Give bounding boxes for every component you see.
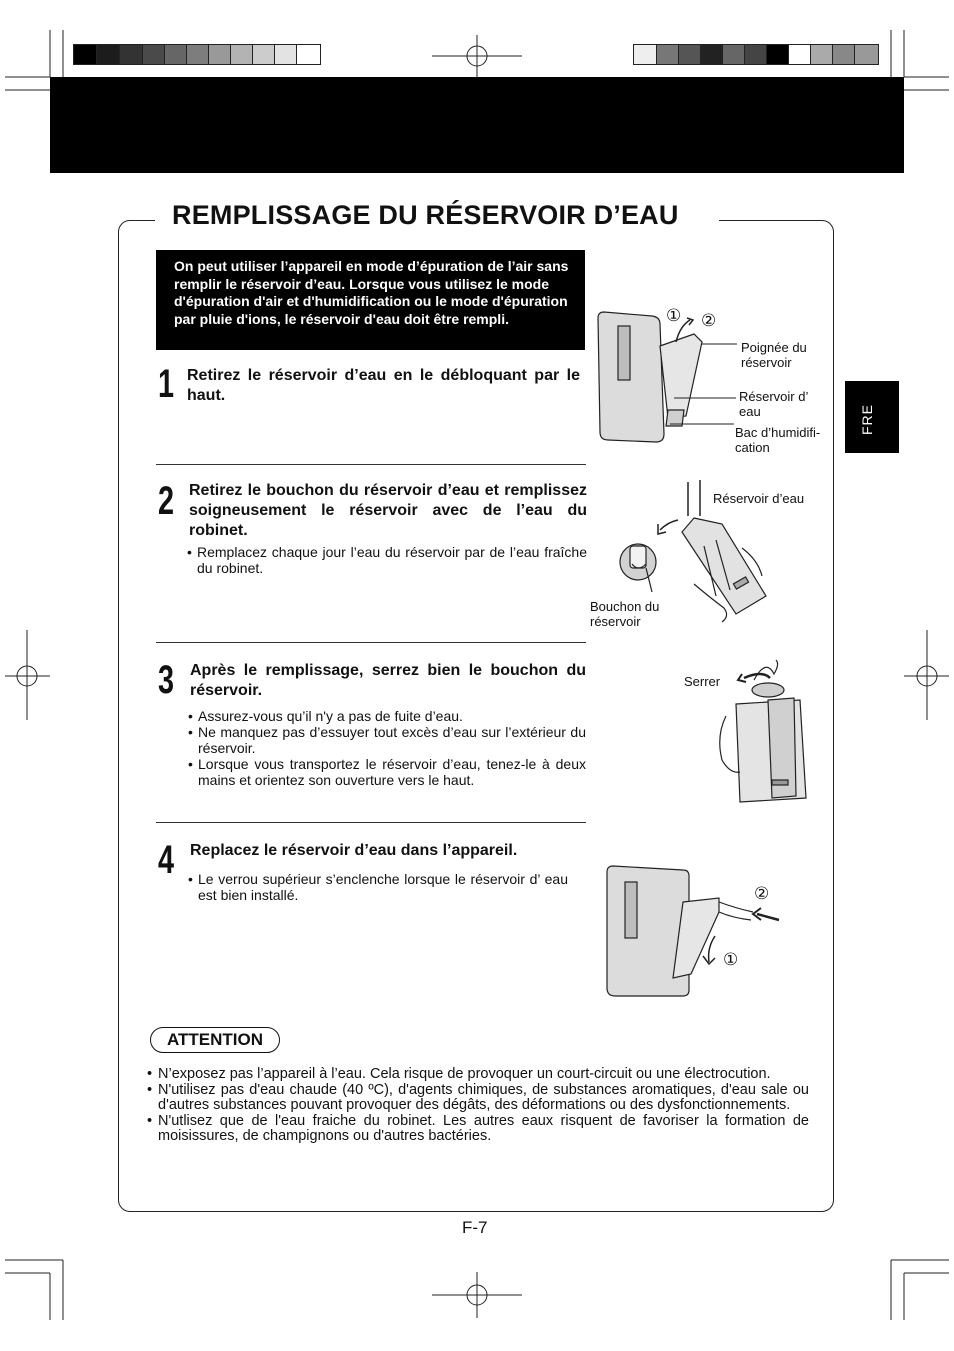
list-item: • Remplacez chaque jour l’eau du réservoir par de l’eau fraîche du robinet. bbox=[187, 544, 587, 576]
list-item: • N’exposez pas l’appareil à l’eau. Cela risque de provoquer un court-circuit ou une électrocution. bbox=[147, 1067, 809, 1083]
step-4-bullets bbox=[188, 871, 568, 903]
label-tank-handle: Poignée du réservoir bbox=[741, 340, 807, 370]
marker-2: ② bbox=[754, 884, 770, 903]
page-title: REMPLISSAGE DU RÉSERVOIR D’EAU bbox=[172, 200, 679, 230]
list-item: • N'utilisez pas d'eau chaude (40 ºC), d'agents chimiques, de substances aromatiques, d'eau sale ou d'autres substances pouvant provoquer des dégâts, des déformations ou des dysfonctionnements. bbox=[147, 1083, 809, 1114]
step-2-bullets bbox=[187, 544, 587, 576]
divider bbox=[156, 464, 586, 465]
step-2-heading: Retirez le bouchon du réservoir d’eau et remplissez soigneusement le réservoir avec de l’eau du robinet. bbox=[189, 482, 587, 539]
figure-tighten-cap bbox=[710, 656, 830, 806]
step-4-heading: Replacez le réservoir d’eau dans l’appareil. bbox=[190, 842, 518, 859]
list-item: • Assurez-vous qu’il n'y a pas de fuite d’eau. bbox=[188, 708, 586, 724]
header-band bbox=[50, 77, 904, 173]
intro-note: On peut utiliser l’appareil en mode d’épuration de l’air sans remplir le réservoir d’eau. Lorsque vous utilisez le mode d'épuration d'air et d'humidification ou le mode d'épuration par pluie d'ions, le réservoir d'eau doit être rempli. bbox=[156, 250, 585, 350]
list-item: • Ne manquez pas d’essuyer tout excès d’eau sur l’extérieur du réservoir. bbox=[188, 724, 586, 756]
step-3-number: 3 bbox=[158, 658, 175, 702]
marker-1: ① bbox=[723, 950, 739, 969]
list-item: • Le verrou supérieur s’enclenche lorsque le réservoir d’ eau est bien installé. bbox=[188, 871, 568, 903]
label-humidifying-tray: Bac d’humidifi-cation bbox=[735, 425, 821, 455]
label-tank-cap: Bouchon du réservoir bbox=[590, 599, 660, 629]
marker-2: ② bbox=[701, 311, 717, 330]
label-water-tank-fill: Réservoir d’eau bbox=[713, 491, 805, 506]
attention-list bbox=[147, 1067, 809, 1145]
figure-replace-tank bbox=[603, 862, 793, 1002]
language-tab bbox=[845, 381, 899, 453]
attention-badge: ATTENTION bbox=[150, 1027, 280, 1053]
divider bbox=[156, 642, 586, 643]
step-1-heading: Retirez le réservoir d’eau en le débloquant par le haut. bbox=[187, 367, 580, 404]
label-water-tank: Réservoir d’ eau bbox=[739, 389, 808, 419]
list-item: • N'utlisez que de l'eau fraiche du robinet. Les autres eaux risquent de favoriser la formation de moisissures, de champignons ou d'autres bactéries. bbox=[147, 1114, 809, 1145]
step-3-heading: Après le remplissage, serrez bien le bouchon du réservoir. bbox=[190, 662, 586, 699]
language-tab-label: FRE bbox=[859, 404, 875, 435]
step-2-number: 2 bbox=[158, 479, 175, 523]
page-number: F-7 bbox=[462, 1218, 488, 1237]
marker-1: ① bbox=[666, 306, 682, 325]
list-item: • Lorsque vous transportez le réservoir d’eau, tenez-le à deux mains et orientez son ouverture vers le haut. bbox=[188, 756, 586, 788]
step-1-number: 1 bbox=[158, 362, 175, 406]
step-3-bullets bbox=[188, 708, 586, 788]
label-tighten: Serrer bbox=[684, 674, 721, 689]
divider bbox=[156, 822, 586, 823]
step-4-number: 4 bbox=[158, 838, 175, 882]
